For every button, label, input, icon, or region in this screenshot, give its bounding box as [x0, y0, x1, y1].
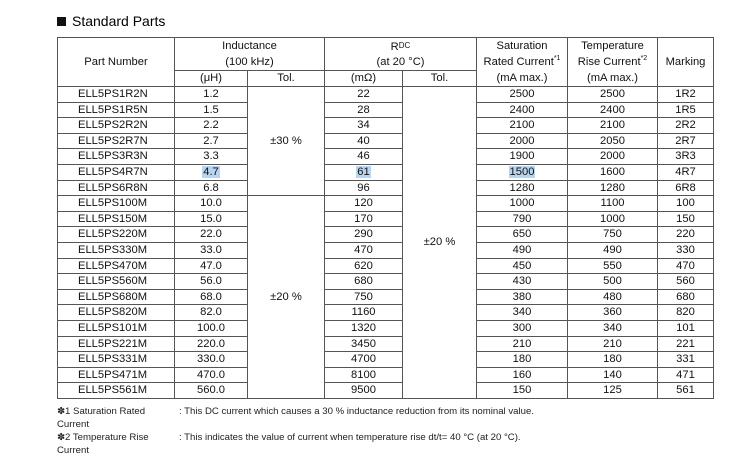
cell-marking: 471 — [658, 367, 714, 383]
cell-saturation-current: 380 — [477, 289, 568, 305]
cell-temperature-rise-current: 2500 — [568, 87, 658, 103]
cell-inductance: 470.0 — [175, 367, 248, 383]
cell-inductance: 4.7 — [175, 164, 248, 180]
footnote-1: ✽1 Saturation Rated Current : This DC current which causes a 30 % inductance reduction from its nominal value. — [57, 406, 534, 430]
table-row — [58, 227, 714, 243]
cell-marking: 470 — [658, 258, 714, 274]
cell-temperature-rise-current: 340 — [568, 320, 658, 336]
cell-saturation-current: 790 — [477, 211, 568, 227]
cell-rdc: 22 — [325, 87, 403, 103]
cell-saturation-current: 2500 — [477, 87, 568, 103]
cell-part-number: ELL5PS220M — [58, 227, 175, 243]
cell-temperature-rise-current: 2000 — [568, 149, 658, 165]
table-row — [58, 149, 714, 165]
cell-part-number: ELL5PS3R3N — [58, 149, 175, 165]
table-row — [58, 242, 714, 258]
cell-marking: 2R2 — [658, 118, 714, 134]
cell-marking: 561 — [658, 383, 714, 399]
cell-inductance: 1.2 — [175, 87, 248, 103]
cell-part-number: ELL5PS561M — [58, 383, 175, 399]
cell-marking: 100 — [658, 196, 714, 212]
cell-marking: 4R7 — [658, 164, 714, 180]
cell-marking: 1R2 — [658, 87, 714, 103]
cell-rdc: 40 — [325, 133, 403, 149]
cell-marking: 680 — [658, 289, 714, 305]
header-saturation-unit: (mA max.) — [477, 71, 568, 87]
cell-part-number: ELL5PS680M — [58, 289, 175, 305]
section-heading — [57, 13, 165, 29]
cell-marking: 2R7 — [658, 133, 714, 149]
cell-marking: 221 — [658, 336, 714, 352]
header-part-number: Part Number — [58, 38, 175, 87]
cell-inductance: 82.0 — [175, 305, 248, 321]
cell-rdc-tol: ±20 % — [403, 87, 477, 399]
header-rdc: $R_{DC}$ — [325, 38, 477, 56]
header-inductance-condition: (100 kHz) — [175, 55, 325, 71]
cell-temperature-rise-current: 125 — [568, 383, 658, 399]
table-row — [58, 367, 714, 383]
cell-temperature-rise-current: 210 — [568, 336, 658, 352]
table-row — [58, 196, 714, 212]
cell-inductance: 560.0 — [175, 383, 248, 399]
header-rdc-condition: (at 20 °C) — [325, 55, 477, 71]
table-row — [58, 289, 714, 305]
cell-rdc: 34 — [325, 118, 403, 134]
cell-inductance: 3.3 — [175, 149, 248, 165]
cell-inductance: 6.8 — [175, 180, 248, 196]
cell-rdc: 1160 — [325, 305, 403, 321]
square-bullet-icon — [57, 17, 66, 26]
cell-rdc: 470 — [325, 242, 403, 258]
cell-part-number: ELL5PS820M — [58, 305, 175, 321]
cell-rdc: 4700 — [325, 352, 403, 368]
table-row — [58, 118, 714, 134]
cell-rdc: 9500 — [325, 383, 403, 399]
cell-saturation-current: 2400 — [477, 102, 568, 118]
cell-marking: 560 — [658, 274, 714, 290]
table-row — [58, 211, 714, 227]
table-row — [58, 102, 714, 118]
cell-rdc: 620 — [325, 258, 403, 274]
cell-rdc: 96 — [325, 180, 403, 196]
header-temperature: Temperature — [568, 38, 658, 56]
header-temperature-line2: Rise Current$^{*2}$ — [568, 55, 658, 71]
cell-inductance: 47.0 — [175, 258, 248, 274]
header-inductance-unit: (μH) — [175, 71, 248, 87]
cell-inductance: 15.0 — [175, 211, 248, 227]
cell-part-number: ELL5PS560M — [58, 274, 175, 290]
header-inductance: Inductance — [175, 38, 325, 56]
cell-saturation-current: 1900 — [477, 149, 568, 165]
cell-saturation-current: 1500 — [477, 164, 568, 180]
cell-marking: 3R3 — [658, 149, 714, 165]
cell-marking: 220 — [658, 227, 714, 243]
cell-part-number: ELL5PS221M — [58, 336, 175, 352]
cell-part-number: ELL5PS101M — [58, 320, 175, 336]
footnote-2: ✽2 Temperature Rise Current : This indicates the value of current when temperature rise dt/t= 40 °C (at 20 °C). — [57, 432, 521, 456]
cell-saturation-current: 490 — [477, 242, 568, 258]
table-row — [58, 87, 714, 103]
cell-rdc: 3450 — [325, 336, 403, 352]
cell-part-number: ELL5PS100M — [58, 196, 175, 212]
cell-inductance: 68.0 — [175, 289, 248, 305]
cell-temperature-rise-current: 2400 — [568, 102, 658, 118]
cell-marking: 101 — [658, 320, 714, 336]
cell-marking: 6R8 — [658, 180, 714, 196]
header-rdc-unit: (mΩ) — [325, 71, 403, 87]
cell-saturation-current: 650 — [477, 227, 568, 243]
cell-temperature-rise-current: 750 — [568, 227, 658, 243]
cell-inductance: 220.0 — [175, 336, 248, 352]
header-saturation-line2: Rated Current$^{*1}$ — [477, 55, 568, 71]
table-row — [58, 336, 714, 352]
table-row — [58, 180, 714, 196]
cell-part-number: ELL5PS2R2N — [58, 118, 175, 134]
cell-rdc: 680 — [325, 274, 403, 290]
cell-marking: 330 — [658, 242, 714, 258]
cell-temperature-rise-current: 360 — [568, 305, 658, 321]
cell-temperature-rise-current: 2050 — [568, 133, 658, 149]
table-row — [58, 383, 714, 399]
cell-inductance: 2.7 — [175, 133, 248, 149]
cell-part-number: ELL5PS1R2N — [58, 87, 175, 103]
cell-inductance: 10.0 — [175, 196, 248, 212]
cell-saturation-current: 180 — [477, 352, 568, 368]
cell-temperature-rise-current: 2100 — [568, 118, 658, 134]
cell-inductance: 1.5 — [175, 102, 248, 118]
cell-inductance: 56.0 — [175, 274, 248, 290]
cell-inductance-tol-group2: ±20 % — [248, 196, 325, 399]
cell-inductance: 33.0 — [175, 242, 248, 258]
cell-rdc: 46 — [325, 149, 403, 165]
cell-rdc: 8100 — [325, 367, 403, 383]
cell-rdc: 120 — [325, 196, 403, 212]
cell-part-number: ELL5PS470M — [58, 258, 175, 274]
cell-temperature-rise-current: 550 — [568, 258, 658, 274]
cell-saturation-current: 430 — [477, 274, 568, 290]
cell-rdc: 1320 — [325, 320, 403, 336]
cell-saturation-current: 1000 — [477, 196, 568, 212]
cell-marking: 1R5 — [658, 102, 714, 118]
cell-part-number: ELL5PS1R5N — [58, 102, 175, 118]
cell-part-number: ELL5PS330M — [58, 242, 175, 258]
table-row — [58, 258, 714, 274]
cell-marking: 150 — [658, 211, 714, 227]
footnotes — [57, 405, 534, 457]
cell-temperature-rise-current: 180 — [568, 352, 658, 368]
cell-inductance-tol-group1: ±30 % — [248, 87, 325, 196]
header-inductance-tol: Tol. — [248, 71, 325, 87]
cell-temperature-rise-current: 490 — [568, 242, 658, 258]
cell-inductance: 2.2 — [175, 118, 248, 134]
table-row — [58, 164, 714, 180]
cell-part-number: ELL5PS150M — [58, 211, 175, 227]
section-title: Standard Parts — [72, 13, 166, 29]
cell-saturation-current: 2000 — [477, 133, 568, 149]
cell-rdc: 61 — [325, 164, 403, 180]
cell-inductance: 100.0 — [175, 320, 248, 336]
cell-rdc: 750 — [325, 289, 403, 305]
cell-temperature-rise-current: 1600 — [568, 164, 658, 180]
standard-parts-table — [57, 37, 714, 399]
table-row — [58, 320, 714, 336]
cell-saturation-current: 300 — [477, 320, 568, 336]
cell-part-number: ELL5PS2R7N — [58, 133, 175, 149]
header-saturation: Saturation — [477, 38, 568, 56]
cell-saturation-current: 150 — [477, 383, 568, 399]
cell-saturation-current: 2100 — [477, 118, 568, 134]
table-row — [58, 274, 714, 290]
table-row — [58, 352, 714, 368]
cell-inductance: 330.0 — [175, 352, 248, 368]
cell-part-number: ELL5PS4R7N — [58, 164, 175, 180]
cell-marking: 820 — [658, 305, 714, 321]
cell-saturation-current: 340 — [477, 305, 568, 321]
cell-temperature-rise-current: 1000 — [568, 211, 658, 227]
cell-part-number: ELL5PS331M — [58, 352, 175, 368]
cell-part-number: ELL5PS6R8N — [58, 180, 175, 196]
table-row — [58, 305, 714, 321]
cell-rdc: 170 — [325, 211, 403, 227]
cell-saturation-current: 450 — [477, 258, 568, 274]
cell-part-number: ELL5PS471M — [58, 367, 175, 383]
header-marking: Marking — [658, 38, 714, 87]
cell-marking: 331 — [658, 352, 714, 368]
cell-temperature-rise-current: 480 — [568, 289, 658, 305]
cell-inductance: 22.0 — [175, 227, 248, 243]
cell-saturation-current: 210 — [477, 336, 568, 352]
header-temperature-unit: (mA max.) — [568, 71, 658, 87]
cell-saturation-current: 160 — [477, 367, 568, 383]
cell-temperature-rise-current: 1280 — [568, 180, 658, 196]
cell-temperature-rise-current: 1100 — [568, 196, 658, 212]
table-row — [58, 133, 714, 149]
header-rdc-tol: Tol. — [403, 71, 477, 87]
cell-temperature-rise-current: 140 — [568, 367, 658, 383]
cell-saturation-current: 1280 — [477, 180, 568, 196]
cell-rdc: 290 — [325, 227, 403, 243]
cell-rdc: 28 — [325, 102, 403, 118]
cell-temperature-rise-current: 500 — [568, 274, 658, 290]
